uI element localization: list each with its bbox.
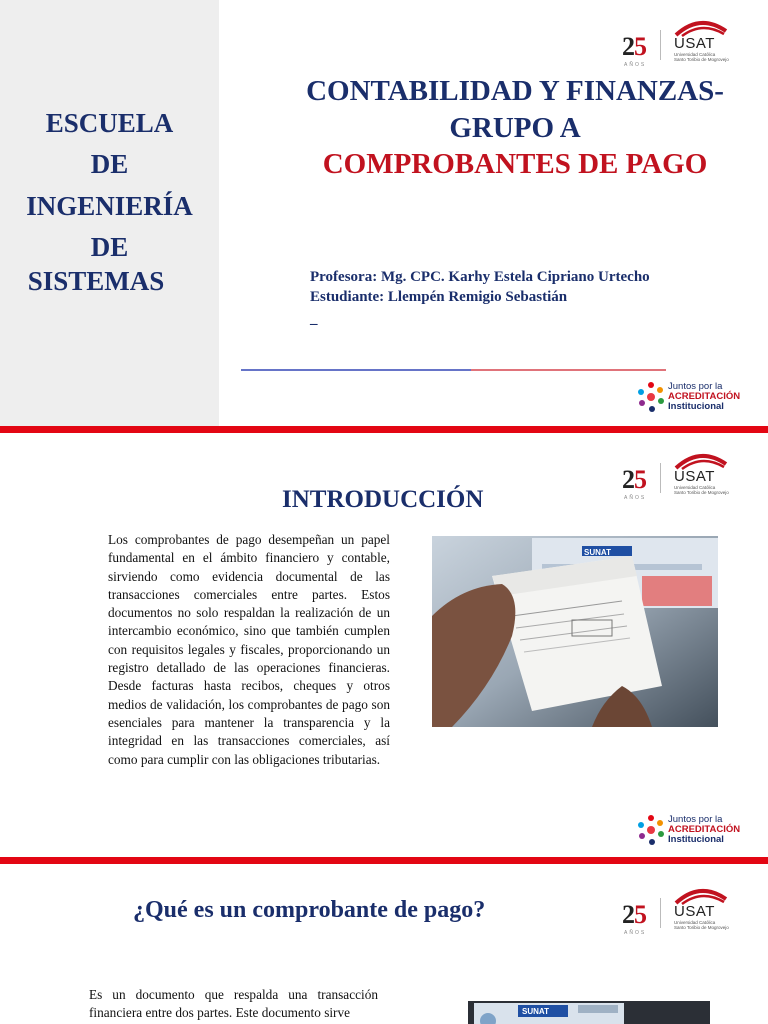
accreditation-line3: Institucional: [668, 401, 724, 412]
anniversary-number-digit: 5: [634, 32, 647, 61]
anniversary-sub: AÑOS: [624, 62, 647, 68]
anniversary-sub: AÑOS: [624, 495, 647, 501]
accreditation-line1: Juntos por la: [668, 814, 723, 825]
student-line: Estudiante: Llempén Remigio Sebastián: [310, 289, 568, 305]
school-name-line: DE: [90, 149, 129, 179]
accreditation-people-icon: [636, 381, 666, 413]
sunat-label: SUNAT: [522, 1007, 549, 1016]
school-panel: [0, 0, 219, 426]
logo-separator: [660, 30, 661, 60]
introduction-heading: INTRODUCCIÓN: [282, 486, 484, 513]
slide-separator-bar: [0, 426, 768, 433]
svg-text:SUNAT: SUNAT: [584, 548, 611, 557]
usat-logo: [672, 887, 732, 933]
professor-line: Profesora: Mg. CPC. Karhy Estela Cipriano Urtecho: [310, 269, 650, 285]
usat-wordmark: USAT: [674, 903, 715, 920]
anniversary-sub: AÑOS: [624, 930, 647, 936]
definition-heading: ¿Qué es un comprobante de pago?: [133, 897, 486, 923]
usat-subtitle: Universidad Católica Santo Toribio de Mogrovejo: [674, 920, 729, 931]
anniversary-number: 2: [622, 465, 632, 494]
title-slide: [0, 0, 768, 426]
accreditation-line1: Juntos por la: [668, 381, 723, 392]
accreditation-line3: Institucional: [668, 834, 724, 845]
logo-separator: [660, 898, 661, 928]
logo-separator: [660, 463, 661, 493]
receipt-photo: [432, 536, 718, 727]
accreditation-line2: ACREDITACIÓN: [668, 824, 741, 835]
course-title: CONTABILIDAD Y FINANZAS-: [306, 75, 724, 107]
receipt-photo-image: [432, 536, 718, 727]
sunat-photo: [468, 1001, 710, 1024]
school-name-line: DE: [90, 232, 129, 262]
trailing-mark: _: [310, 311, 318, 327]
group-title: GRUPO A: [449, 112, 581, 144]
definition-paragraph: Es un documento que respalda una transacción financiera entre dos partes. Este documento sirve: [89, 987, 378, 1021]
school-name-line: SISTEMAS: [27, 266, 165, 296]
school-name-line: ESCUELA: [45, 108, 174, 138]
sunat-photo-image: [468, 1001, 710, 1024]
usat-subtitle: Universidad Católica Santo Toribio de Mogrovejo: [674, 52, 729, 63]
anniversary-number-digit: 5: [634, 465, 647, 494]
introduction-paragraph: Los comprobantes de pago desempeñan un papel fundamental en el ámbito financiero y contable, sirviendo como evidencia documental de las transacciones comerciales entre partes. Estos documentos no solo respaldan la realización de un intercambio económico, sino que también cumplen con requisitos legales y fiscales, proporcionando un registro detallado de las operaciones financieras. Desde facturas hasta recibos, cheques y otros medios de validación, los comprobantes de pago son esenciales para mantener la transparencia y la integridad en las transacciones comerciales, así como para cumplir con las obligaciones tributarias.: [108, 532, 390, 767]
accreditation-logo: [636, 814, 741, 848]
slide-separator-bar: [0, 857, 768, 864]
accreditation-line2: ACREDITACIÓN: [668, 391, 741, 402]
accreditation-logo: [636, 381, 741, 415]
anniversary-25-logo: [622, 459, 662, 499]
divider-red: [471, 369, 666, 371]
school-name-line: INGENIERÍA: [26, 191, 193, 221]
usat-wordmark: USAT: [674, 35, 715, 52]
divider-blue: [241, 369, 471, 371]
usat-logo: [672, 19, 732, 65]
usat-logo: [672, 452, 732, 498]
anniversary-25-logo: [622, 26, 662, 66]
anniversary-25-logo: [622, 894, 662, 934]
usat-wordmark: USAT: [674, 468, 715, 485]
introduction-slide: [0, 433, 768, 857]
usat-subtitle: Universidad Católica Santo Toribio de Mogrovejo: [674, 485, 729, 496]
anniversary-number: 2: [622, 32, 632, 61]
definition-slide: [0, 864, 768, 1024]
topic-subtitle: COMPROBANTES DE PAGO: [322, 148, 708, 180]
anniversary-number: 2: [622, 900, 632, 929]
accreditation-people-icon: [636, 814, 666, 846]
anniversary-number-digit: 5: [634, 900, 647, 929]
